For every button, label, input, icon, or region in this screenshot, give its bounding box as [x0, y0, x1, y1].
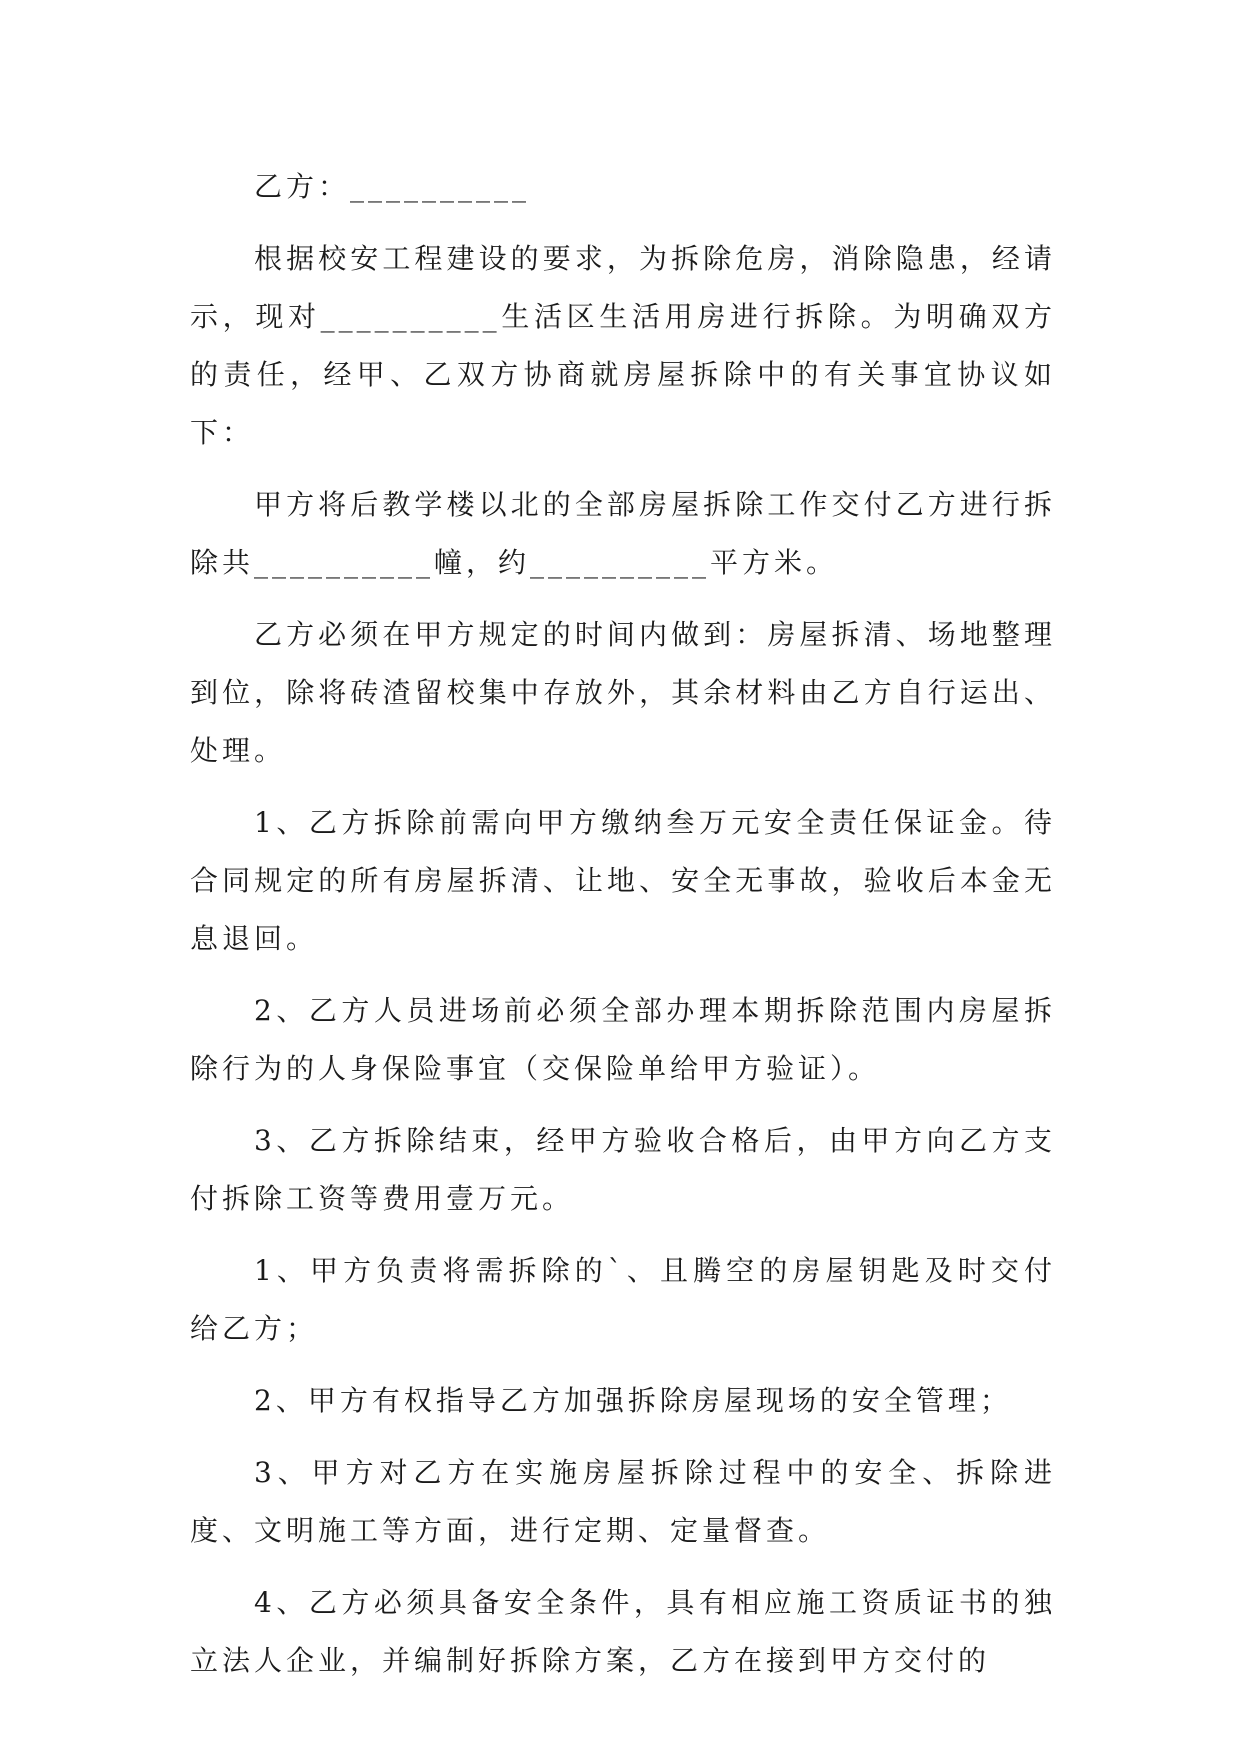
party-b-clause-3: 3、乙方拆除结束，经甲方验收合格后，由甲方向乙方支付拆除工资等费用壹万元。	[190, 1124, 1056, 1215]
party-b-clause-4: 4、乙方必须具备安全条件，具有相应施工资质证书的独立法人企业，并编制好拆除方案，乙方在接到甲方交付的	[190, 1586, 1056, 1677]
requirement-paragraph: 乙方必须在甲方规定的时间内做到：房屋拆清、场地整理到位，除将砖渣留校集中存放外，其余材料由乙方自行运出、处理。	[190, 618, 1056, 767]
party-b-line: 乙方：__________	[254, 170, 531, 203]
document-body	[190, 158, 1056, 1704]
party-a-clause-3: 3、甲方对乙方在实施房屋拆除过程中的安全、拆除进度、文明施工等方面，进行定期、定量督查。	[190, 1456, 1056, 1547]
party-b-clause-2: 2、乙方人员进场前必须全部办理本期拆除范围内房屋拆除行为的人身保险事宜（交保险单给甲方验证）。	[190, 994, 1056, 1085]
party-b-clause-1: 1、乙方拆除前需向甲方缴纳叁万元安全责任保证金。待合同规定的所有房屋拆清、让地、安全无事故，验收后本金无息退回。	[190, 806, 1056, 955]
party-a-clause-2: 2、甲方有权指导乙方加强拆除房屋现场的安全管理；	[254, 1384, 1012, 1417]
preamble-paragraph: 根据校安工程建设的要求，为拆除危房，消除隐患，经请示，现对__________生活区生活用房进行拆除。为明确双方的责任，经甲、乙双方协商就房屋拆除中的有关事宜协议如下：	[190, 242, 1056, 449]
scope-paragraph: 甲方将后教学楼以北的全部房屋拆除工作交付乙方进行拆除共__________幢，约__________平方米。	[190, 488, 1056, 579]
party-a-clause-1: 1、甲方负责将需拆除的`、且腾空的房屋钥匙及时交付给乙方；	[190, 1254, 1056, 1345]
